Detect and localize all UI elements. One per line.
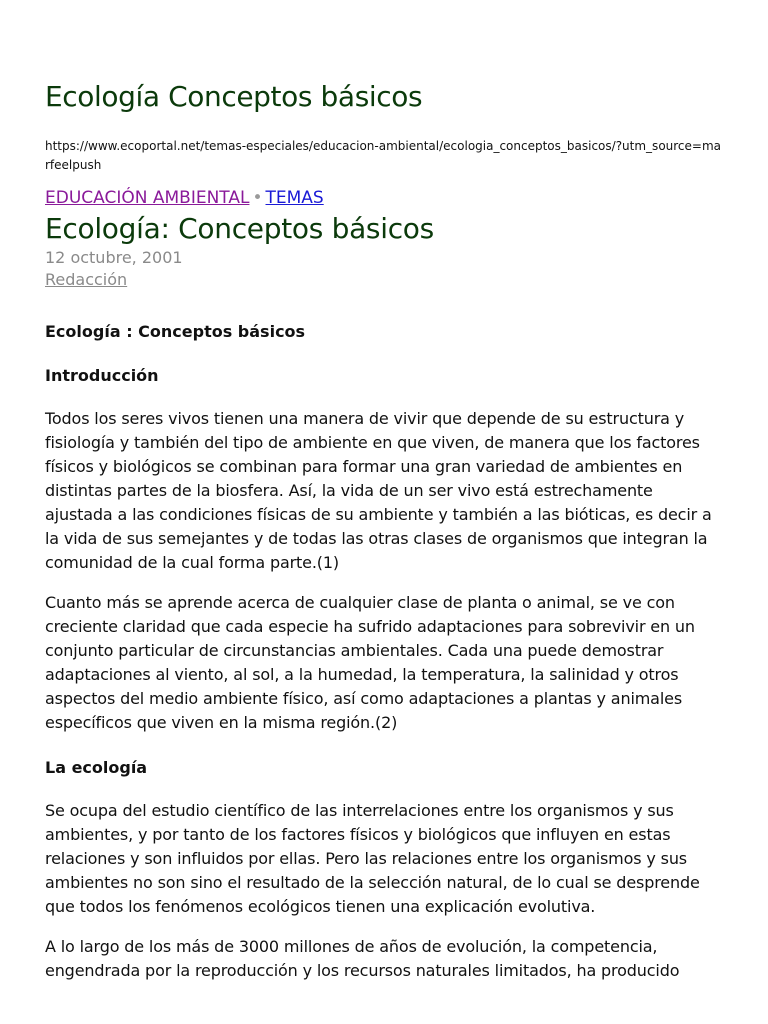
category-links: [45, 185, 723, 211]
category-link-temas[interactable]: TEMAS: [265, 188, 324, 208]
article-subtitle: Ecología : Conceptos básicos: [45, 322, 306, 341]
paragraph: Se ocupa del estudio científico de las interrelaciones entre los organismos y sus ambientes, y por tanto de los factores físicos y biológicos que influyen en estas relaciones y son influidos por ellas. Pero las relaciones entre los organismos y sus ambientes no son sino el resultado de la selección natural, de lo cual se desprende que todos los fenómenos ecológicos tienen una explicación evolutiva.: [45, 801, 700, 916]
paragraph: A lo largo de los más de 3000 millones de años de evolución, la competencia, engendrada por la reproducción y los recursos naturales limitados, ha producido: [45, 937, 680, 980]
category-separator: •: [252, 188, 263, 208]
paragraph: Cuanto más se aprende acerca de cualquier clase de planta o animal, se ve con creciente claridad que cada especie ha sufrido adaptaciones para sobrevivir en un conjunto particular de circunstancias ambientales. Cada una puede demostrar adaptaciones al viento, al sol, a la humedad, la temperatura, la salinidad y otros aspectos del medio ambiente físico, así como adaptaciones a plantas y animales específicos que viven en la misma región.(2): [45, 593, 695, 732]
category-link-educacion-ambiental[interactable]: EDUCACIÓN AMBIENTAL: [45, 188, 250, 208]
section-heading-ecology: La ecología: [45, 758, 148, 777]
article-title: Ecología: Conceptos básicos: [45, 212, 434, 245]
author-link[interactable]: Redacción: [45, 270, 128, 289]
document-title: Ecología Conceptos básicos: [45, 80, 423, 113]
paragraph: Todos los seres vivos tienen una manera de vivir que depende de su estructura y fisiología y también del tipo de ambiente en que viven, de manera que los factores físicos y biológicos se combinan para formar una gran variedad de ambientes en distintas partes de la biosfera. Así, la vida de un ser vivo está estrechamente ajustada a las condiciones físicas de su ambiente y también a las bióticas, es decir a la vida de sus semejantes y de todas las otras clases de organismos que integran la comunidad de la cual forma parte.(1): [45, 409, 712, 572]
section-heading-introduction: Introducción: [45, 366, 159, 385]
source-url: https://www.ecoportal.net/temas-especiales/educacion-ambiental/ecologia_conceptos_basicos/?utm_source=marfeelpush: [45, 139, 722, 172]
publish-date: 12 octubre, 2001: [45, 248, 183, 267]
